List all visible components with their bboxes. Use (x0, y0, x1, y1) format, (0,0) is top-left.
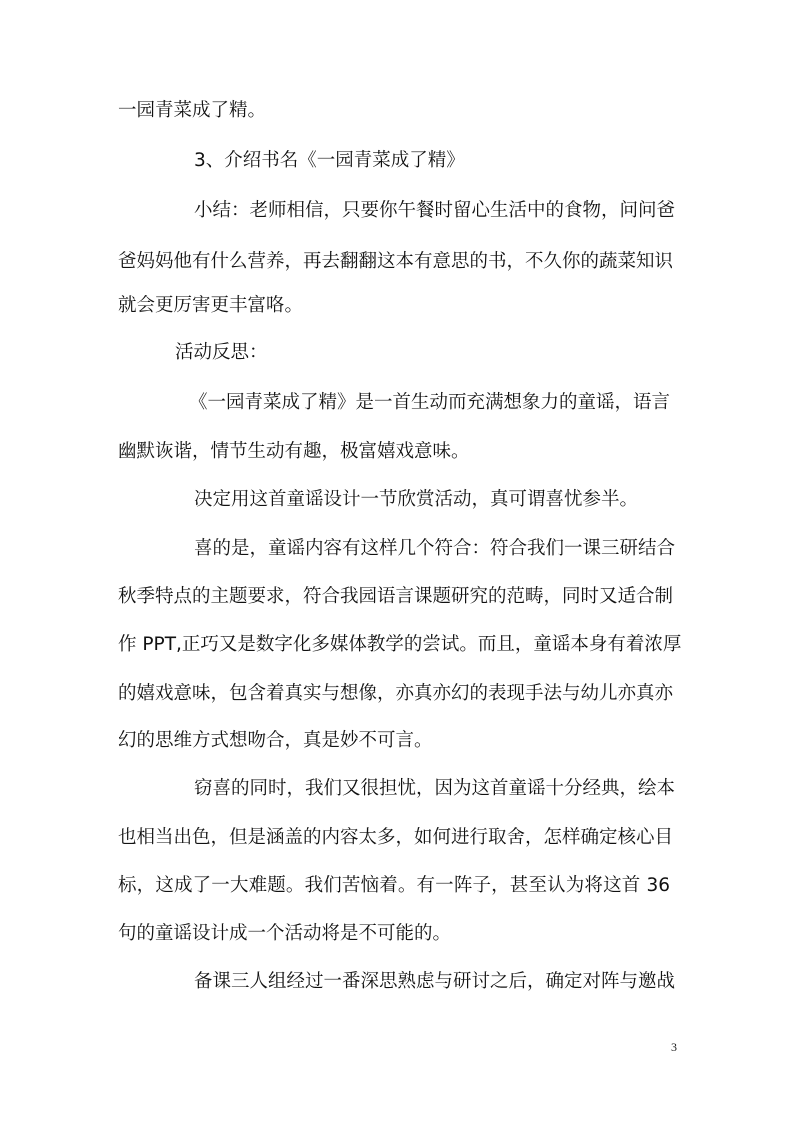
summary-line-3: 就会更厉害更丰富咯。 (118, 295, 304, 316)
reflection-paragraph-4-line-2: 也相当出色，但是涵盖的内容太多，如何进行取舍，怎样确定核心目 (118, 827, 674, 848)
reflection-paragraph-3-line-3: 作 PPT,正巧又是数字化多媒体教学的尝试。而且，童谣本身有着浓厚 (118, 634, 682, 655)
reflection-paragraph-4-line-4: 句的童谣设计成一个活动将是不可能的。 (118, 923, 452, 944)
reflection-paragraph-1-line-2: 幽默诙谐，情节生动有趣，极富嬉戏意味。 (118, 441, 470, 462)
section-heading: 3、介绍书名《一园青菜成了精》 (194, 150, 465, 171)
summary-line-2: 爸妈妈他有什么营养，再去翻翻这本有意思的书，不久你的蔬菜知识 (118, 251, 674, 272)
reflection-paragraph-4-line-1: 窃喜的同时，我们又很担忧，因为这首童谣十分经典，绘本 (194, 778, 676, 799)
reflection-paragraph-3-line-5: 幻的思维方式想吻合，真是妙不可言。 (118, 730, 433, 751)
reflection-heading: 活动反思： (175, 342, 268, 363)
reflection-paragraph-3-line-4: 的嬉戏意味，包含着真实与想像，亦真亦幻的表现手法与幼儿亦真亦 (118, 683, 674, 704)
reflection-paragraph-3-line-1: 喜的是，童谣内容有这样几个符合：符合我们一课三研结合 (194, 538, 676, 559)
reflection-paragraph-4-line-3: 标，这成了一大难题。我们苦恼着。有一阵子，甚至认为将这首 36 (118, 875, 670, 896)
page-number: 3 (671, 1040, 677, 1054)
paragraph-line-1: 一园青菜成了精。 (118, 100, 267, 121)
reflection-paragraph-1-line-1: 《一园青菜成了精》是一首生动而充满想象力的童谣，语言 (189, 392, 671, 413)
reflection-paragraph-5-line-1: 备课三人组经过一番深思熟虑与研讨之后，确定对阵与邀战 (194, 971, 676, 992)
reflection-paragraph-3-line-2: 秋季特点的主题要求，符合我园语言课题研究的范畴，同时又适合制 (118, 586, 674, 607)
summary-line-1: 小结：老师相信，只要你午餐时留心生活中的食物，问问爸 (194, 200, 676, 221)
reflection-paragraph-2: 决定用这首童谣设计一节欣赏活动，真可谓喜忧参半。 (194, 489, 639, 510)
